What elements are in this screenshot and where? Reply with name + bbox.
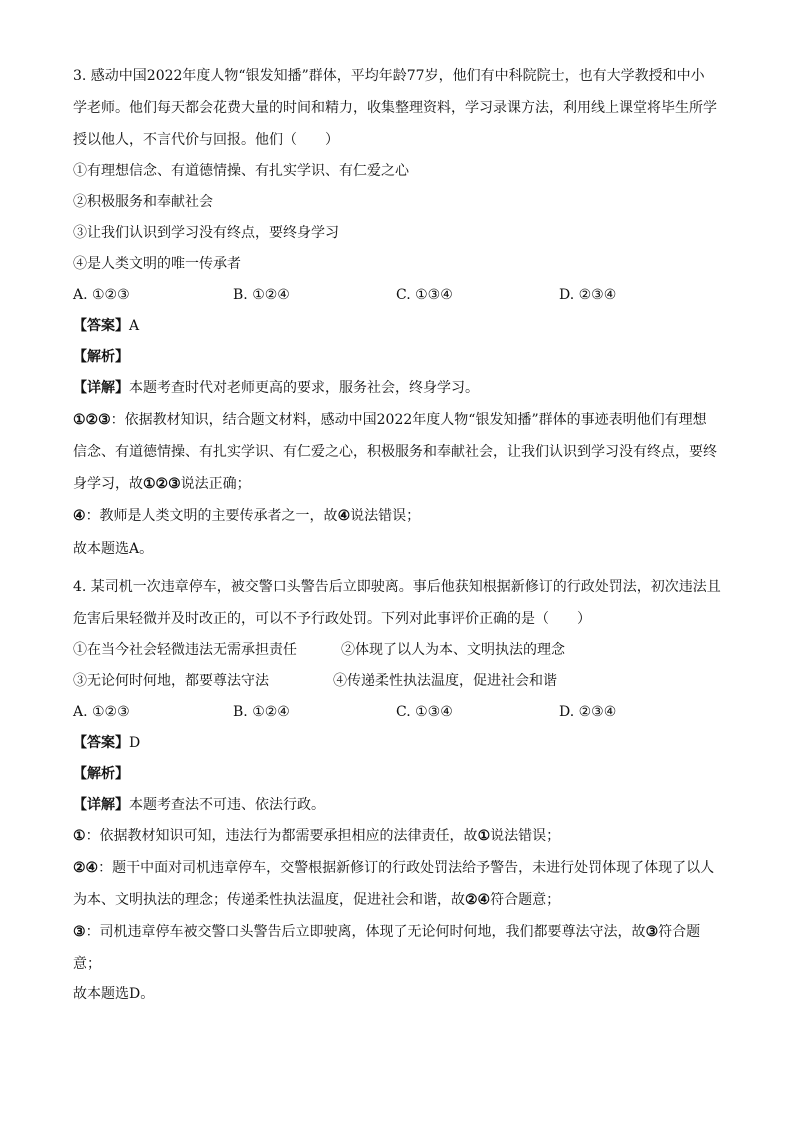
q3-item-4: ④是人类文明的唯一传承者 <box>73 256 241 272</box>
q4-conclusion: 故本题选D。 <box>73 986 155 1002</box>
q4-analysis-label: 【解析】 <box>73 766 129 782</box>
q4-answer <box>73 733 140 753</box>
q3-answer-value: A <box>129 318 140 334</box>
q4-option-a: A. ①②③ <box>73 704 130 720</box>
q3-option-d: D. ②③④ <box>559 287 617 303</box>
q4-item-1: ①在当今社会轻微违法无需承担责任 <box>73 642 297 658</box>
q4-detail-text: 本题考查法不可违、依法行政。 <box>129 797 325 813</box>
q3-detail <box>73 378 479 398</box>
q4-explain-3-text-1a: ：司机违章停车被交警口头警告后立即驶离，体现了无论何时何地，我们都要尊法守法，故 <box>85 924 646 940</box>
q4-answer-label: 【答案】 <box>73 735 129 751</box>
q4-explain-3-marker-2: ③ <box>645 924 659 940</box>
q4-option-b: B. ①②④ <box>233 704 290 720</box>
q3-explain-1-text-1: ：依据教材知识，结合题文材料，感动中国2022年度人物“银发知播”群体的事迹表明他们有理想 <box>110 412 707 428</box>
q4-explain-1-marker: ① <box>73 828 86 844</box>
q3-item-2: ②积极服务和奉献社会 <box>73 194 213 210</box>
q4-explain-3-line-2: 意； <box>73 956 101 972</box>
q4-item-2: ②体现了以人为本、文明执法的理念 <box>341 642 565 658</box>
q4-explain-1-text-a: ：依据教材知识可知，违法行为都需要承担相应的法律责任，故 <box>85 828 478 844</box>
q4-explain-2-line-2 <box>73 890 560 910</box>
q4-option-c: C. ①③④ <box>396 704 453 720</box>
q3-answer <box>73 316 139 336</box>
q3-analysis <box>73 347 129 367</box>
q3-detail-label: 【详解】 <box>73 380 129 396</box>
q3-detail-text: 本题考查时代对老师更高的要求，服务社会，终身学习。 <box>129 380 479 396</box>
q4-detail-label: 【详解】 <box>73 797 129 813</box>
q4-explain-3-marker: ③ <box>73 924 86 940</box>
q3-explain-1-text-3b: 说法正确； <box>180 476 251 492</box>
q3-item-1: ①有理想信念、有道德情操、有扎实学识、有仁爱之心 <box>73 163 409 179</box>
q4-explain-3-line-1 <box>73 922 700 942</box>
q4-answer-value: D <box>129 735 141 751</box>
q3-explain-2-marker-2: ④ <box>337 508 351 524</box>
q3-explain-2-marker: ④ <box>73 508 86 524</box>
q3-conclusion: 故本题选A。 <box>73 541 154 557</box>
q4-explain-3-text-1b: 符合题 <box>658 924 701 940</box>
q4-explain-2-text-1: ：题干中面对司机违章停车，交警根据新修订的行政处罚法给予警告，未进行处罚体现了体现了以人 <box>98 860 715 876</box>
q3-explain-1-line-3 <box>73 474 251 494</box>
q3-explain-1-line-2: 信念、有道德情操、有扎实学识、有仁爱之心，积极服务和奉献社会，让我们认识到学习没有终点，要终 <box>73 444 717 460</box>
q3-explain-2-text-a: ：教师是人类文明的主要传承者之一，故 <box>85 508 338 524</box>
q3-explain-1-line-1 <box>73 410 707 430</box>
q3-item-3: ③让我们认识到学习没有终点，要终身学习 <box>73 225 339 241</box>
q3-explain-1-marker: ①②③ <box>73 412 111 428</box>
q4-explain-2-text-2b: 符合题意； <box>490 892 561 908</box>
q3-explain-2 <box>73 506 420 526</box>
q3-option-b: B. ①②④ <box>233 287 290 303</box>
q4-explain-1 <box>73 826 560 846</box>
q4-stem-line-2: 危害后果轻微并及时改正的，可以不予行政处罚。下列对此事评价正确的是（ ） <box>73 611 591 627</box>
q3-option-c: C. ①③④ <box>396 287 453 303</box>
q4-item-3: ③无论何时何地，都要尊法守法 <box>73 673 269 689</box>
q4-explain-1-marker-2: ① <box>477 828 491 844</box>
q4-explain-1-text-b: 说法错误； <box>490 828 561 844</box>
q3-answer-label: 【答案】 <box>73 318 129 334</box>
q3-explain-1-text-3a: 身学习，故 <box>73 476 143 492</box>
q4-explain-2-marker-2: ②④ <box>465 892 491 908</box>
q3-stem-line-2: 学老师。他们每天都会花费大量的时间和精力，收集整理资料，学习录课方法，利用线上课堂将毕生所学 <box>73 100 717 116</box>
q4-option-d: D. ②③④ <box>559 704 617 720</box>
q4-explain-2-marker: ②④ <box>73 860 99 876</box>
q3-explain-2-text-b: 说法错误； <box>350 508 421 524</box>
q4-explain-2-line-1 <box>73 858 714 878</box>
q3-explain-1-marker-2: ①②③ <box>143 476 181 492</box>
q4-stem-line-1: 4. 某司机一次违章停车，被交警口头警告后立即驶离。事后他获知根据新修订的行政处罚法，初次违法且 <box>73 579 721 595</box>
q4-detail <box>73 795 325 815</box>
q4-item-4: ④传递柔性执法温度，促进社会和谐 <box>333 673 557 689</box>
q3-stem-line-1: 3. 感动中国2022年度人物“银发知播”群体，平均年龄77岁，他们有中科院院士，也有大学教授和中小 <box>73 68 705 84</box>
q4-analysis <box>73 764 129 784</box>
q4-explain-2-text-2a: 为本、文明执法的理念；传递柔性执法温度，促进社会和谐，故 <box>73 892 465 908</box>
q3-analysis-label: 【解析】 <box>73 349 129 365</box>
q3-stem-line-3: 授以他人，不言代价与回报。他们（ ） <box>73 132 339 148</box>
q3-option-a: A. ①②③ <box>73 287 130 303</box>
